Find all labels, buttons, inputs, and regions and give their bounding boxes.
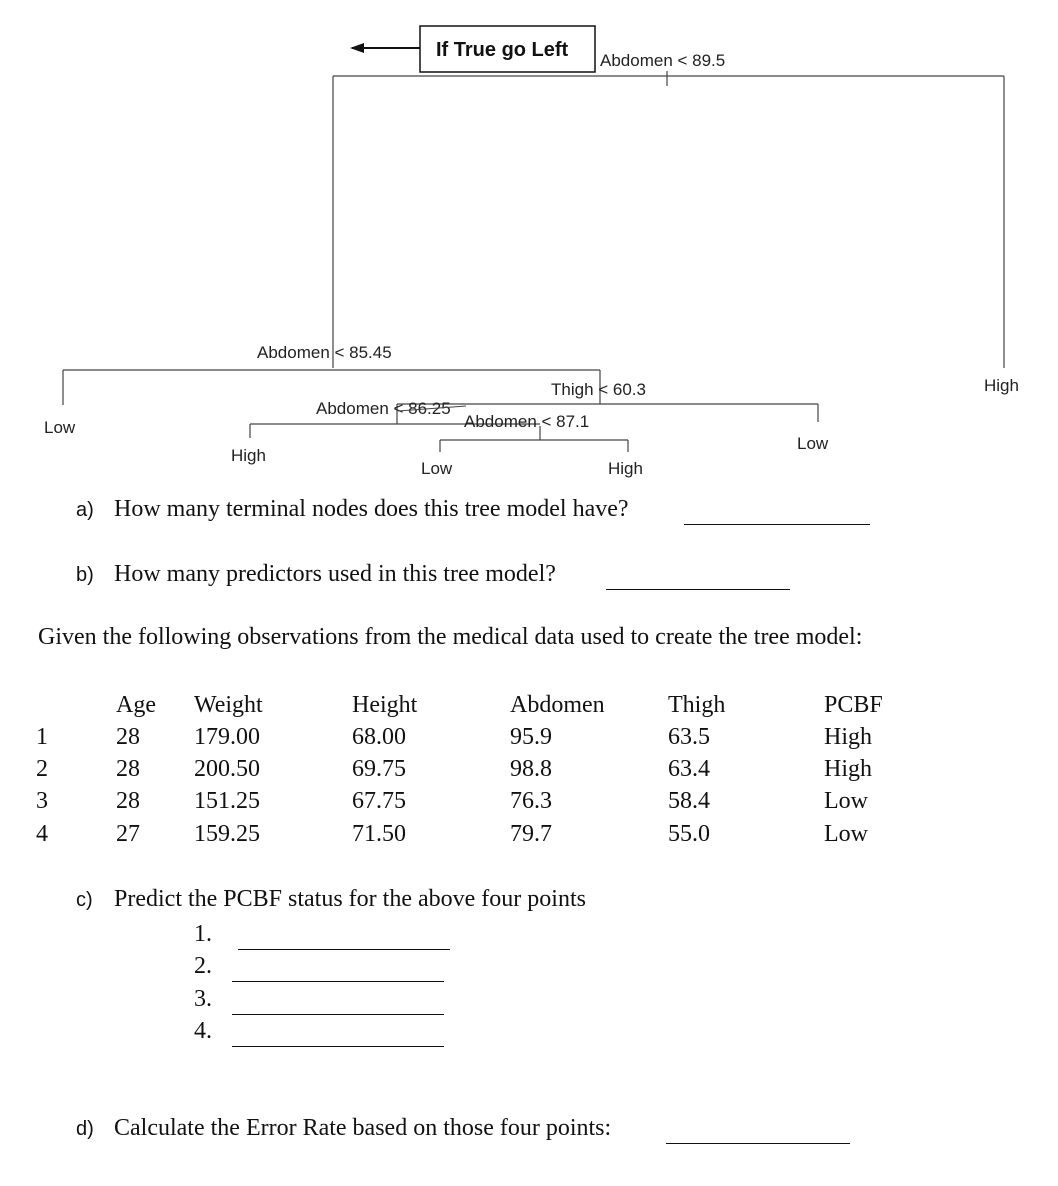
prediction-line-3 — [194, 986, 234, 1013]
table-row — [0, 756, 1058, 788]
header-age: Age — [116, 692, 156, 718]
leaf-low-far-left: Low — [44, 418, 76, 437]
legend-arrow-head — [350, 43, 364, 53]
header-pcbf: PCBF — [824, 692, 883, 718]
cell-thigh: 58.4 — [668, 788, 710, 814]
cell-pcbf: High — [824, 756, 872, 782]
inner-split-a-label: Abdomen < 86.25 — [316, 399, 451, 418]
leaf-high-inner: High — [231, 446, 266, 465]
prediction-number: 3. — [194, 986, 212, 1012]
cell-weight: 159.25 — [194, 821, 260, 847]
table-row — [0, 788, 1058, 820]
left-split-label: Abdomen < 85.45 — [257, 343, 392, 362]
prediction-number: 1. — [194, 921, 212, 947]
cell-abdomen: 95.9 — [510, 724, 552, 750]
cell-abdomen: 79.7 — [510, 821, 552, 847]
table-header-row — [0, 692, 1058, 724]
question-d — [76, 1115, 611, 1142]
prediction-number: 2. — [194, 953, 212, 979]
cell-age: 27 — [116, 821, 140, 847]
leaf-low-inner: Low — [421, 459, 453, 478]
leaf-low-thigh-right: Low — [797, 434, 829, 453]
prediction-number: 4. — [194, 1018, 212, 1044]
cell-height: 68.00 — [352, 724, 406, 750]
root-split-label: Abdomen < 89.5 — [600, 51, 726, 70]
prediction-2-blank[interactable] — [232, 961, 444, 982]
question-b-text: How many predictors used in this tree model? — [114, 561, 556, 587]
cell-pcbf: Low — [824, 788, 868, 814]
prediction-1-blank[interactable] — [238, 929, 450, 950]
legend-label: If True go Left — [436, 39, 569, 61]
question-b-letter: b) — [76, 564, 94, 586]
decision-tree-diagram — [0, 0, 1058, 490]
row-index: 3 — [36, 788, 48, 814]
cell-height: 67.75 — [352, 788, 406, 814]
cell-age: 28 — [116, 756, 140, 782]
cell-thigh: 55.0 — [668, 821, 710, 847]
prediction-line-4 — [194, 1018, 234, 1045]
table-row — [0, 821, 1058, 853]
question-c-letter: c) — [76, 889, 93, 911]
cell-height: 71.50 — [352, 821, 406, 847]
question-d-text: Calculate the Error Rate based on those four points: — [114, 1115, 612, 1141]
header-thigh: Thigh — [668, 692, 726, 718]
inner-split-b-label: Abdomen < 87.1 — [464, 412, 590, 431]
row-index: 2 — [36, 756, 48, 782]
question-c-text: Predict the PCBF status for the above four points — [114, 886, 586, 912]
question-d-letter: d) — [76, 1118, 94, 1140]
prediction-line-2 — [194, 953, 234, 980]
cell-age: 28 — [116, 724, 140, 750]
prediction-line-1 — [194, 921, 234, 948]
question-c — [76, 886, 586, 913]
leaf-high-right: High — [984, 376, 1019, 395]
answer-d-blank[interactable] — [666, 1123, 850, 1144]
question-a-text: How many terminal nodes does this tree model have? — [114, 496, 629, 522]
table-row — [0, 724, 1058, 756]
row-index: 1 — [36, 724, 48, 750]
question-b — [76, 561, 556, 588]
observations-intro: Given the following observations from the medical data used to create the tree model: — [38, 624, 863, 650]
cell-pcbf: Low — [824, 821, 868, 847]
header-weight: Weight — [194, 692, 263, 718]
header-abdomen: Abdomen — [510, 692, 605, 718]
question-a — [76, 496, 629, 523]
leaf-high-inner-right: High — [608, 459, 643, 478]
cell-age: 28 — [116, 788, 140, 814]
question-a-letter: a) — [76, 499, 94, 521]
header-height: Height — [352, 692, 418, 718]
answer-b-blank[interactable] — [606, 569, 790, 590]
prediction-3-blank[interactable] — [232, 994, 444, 1015]
cell-weight: 179.00 — [194, 724, 260, 750]
cell-height: 69.75 — [352, 756, 406, 782]
cell-pcbf: High — [824, 724, 872, 750]
cell-thigh: 63.4 — [668, 756, 710, 782]
cell-abdomen: 76.3 — [510, 788, 552, 814]
cell-thigh: 63.5 — [668, 724, 710, 750]
cell-weight: 200.50 — [194, 756, 260, 782]
prediction-4-blank[interactable] — [232, 1026, 444, 1047]
row-index: 4 — [36, 821, 48, 847]
thigh-split-label: Thigh < 60.3 — [551, 380, 646, 399]
answer-a-blank[interactable] — [684, 504, 870, 525]
cell-weight: 151.25 — [194, 788, 260, 814]
cell-abdomen: 98.8 — [510, 756, 552, 782]
